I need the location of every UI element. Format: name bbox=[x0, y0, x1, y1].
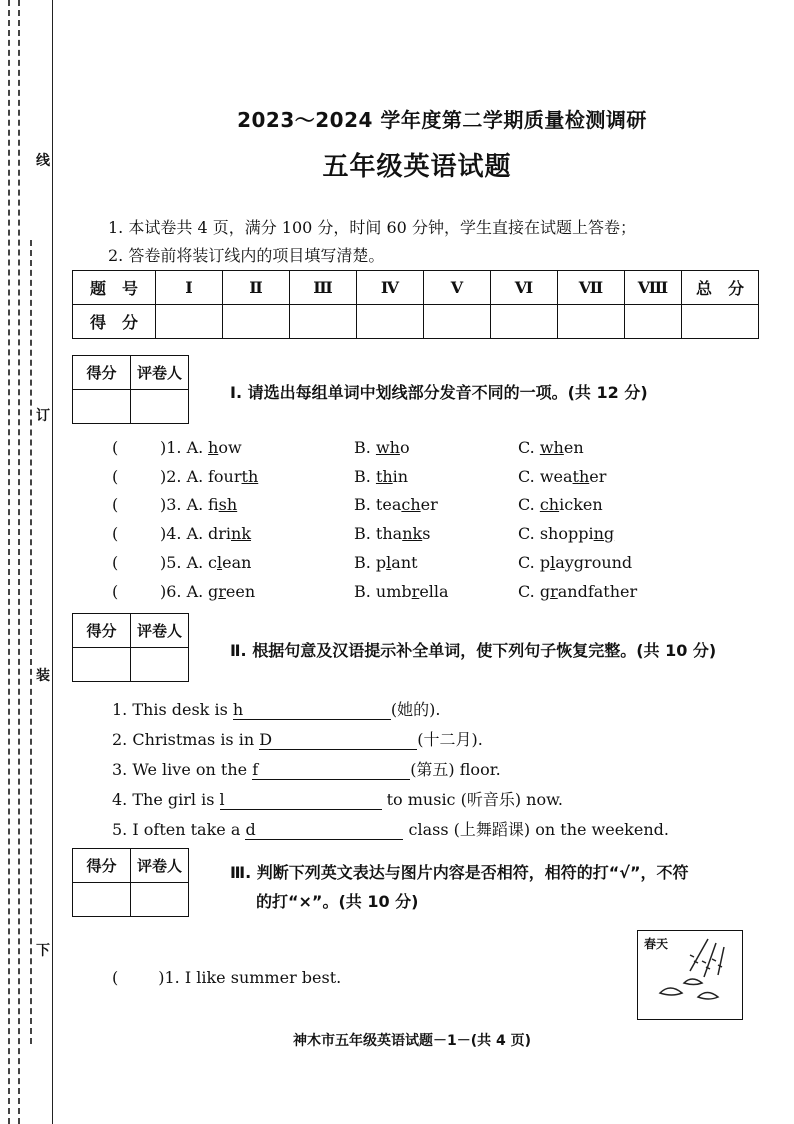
word-part: icken bbox=[559, 495, 603, 514]
binding-char-xia: 下 bbox=[36, 943, 50, 959]
score-col-6: Ⅵ bbox=[491, 271, 558, 305]
grader-name-label: 评卷人 bbox=[131, 356, 189, 390]
fill-item-3 bbox=[112, 757, 501, 780]
exam-subtitle: 五年级英语试题 bbox=[322, 152, 512, 182]
fill-item-hint: (第五) floor. bbox=[410, 760, 501, 779]
answer-paren-open[interactable]: ( bbox=[112, 553, 119, 572]
judge-item-text: )1. I like summer best. bbox=[158, 968, 342, 987]
underlined-part: wh bbox=[539, 438, 564, 457]
instruction-2: 2. 答卷前将装订线内的项目填写清楚。 bbox=[108, 246, 385, 265]
underlined-part: l bbox=[386, 553, 392, 572]
option-c bbox=[518, 582, 637, 601]
grader-name-label: 评卷人 bbox=[131, 614, 189, 648]
picture-label: 春天 bbox=[644, 937, 669, 951]
word-part: g bbox=[208, 582, 219, 601]
fill-item-hint: (十二月). bbox=[417, 730, 483, 749]
answer-paren-open[interactable]: ( bbox=[112, 968, 119, 987]
option-b bbox=[354, 495, 438, 514]
underlined-part: r bbox=[218, 582, 226, 601]
underlined-part: r bbox=[411, 582, 420, 601]
fill-hint-letter: h bbox=[232, 700, 244, 719]
fill-blank[interactable] bbox=[233, 700, 391, 720]
underlined-part: l bbox=[550, 553, 556, 572]
score-cell-total[interactable] bbox=[682, 305, 759, 339]
binding-dashed-line-inner bbox=[30, 240, 32, 1044]
underlined-part: h bbox=[208, 438, 219, 457]
fill-item-hint: to music (听音乐) now. bbox=[381, 790, 563, 809]
binding-char-zhuang: 装 bbox=[36, 668, 50, 684]
fill-hint-letter: d bbox=[245, 820, 256, 839]
answer-paren-open[interactable]: ( bbox=[112, 495, 119, 514]
fill-item-hint: class (上舞蹈课) on the weekend. bbox=[403, 820, 669, 839]
binding-char-xian: 线 bbox=[36, 153, 50, 169]
grader-name-cell[interactable] bbox=[131, 648, 189, 682]
option-a bbox=[208, 553, 251, 572]
underlined-part: ch bbox=[539, 495, 560, 514]
grader-name-cell[interactable] bbox=[131, 883, 189, 917]
fill-item-text: 3. We live on the bbox=[112, 760, 253, 779]
underlined-part: th bbox=[375, 467, 393, 486]
option-a bbox=[208, 467, 258, 486]
word-part: C. bbox=[518, 495, 540, 514]
underlined-part: ng bbox=[593, 524, 615, 543]
word-part: B. bbox=[354, 467, 376, 486]
score-cell[interactable] bbox=[290, 305, 357, 339]
option-a bbox=[208, 438, 242, 457]
grader-name-label: 评卷人 bbox=[131, 849, 189, 883]
fill-blank[interactable] bbox=[252, 760, 410, 780]
option-a bbox=[208, 524, 251, 543]
word-part: een bbox=[225, 582, 256, 601]
answer-paren-open[interactable]: ( bbox=[112, 582, 119, 601]
score-cell[interactable] bbox=[223, 305, 290, 339]
answer-paren-open[interactable]: ( bbox=[112, 467, 119, 486]
grader-score-label: 得分 bbox=[73, 849, 131, 883]
fill-item-hint: (她的). bbox=[390, 700, 441, 719]
section-2-title: Ⅱ. 根据句意及汉语提示补全单词，使下列句子恢复完整。(共 10 分) bbox=[230, 641, 717, 660]
score-cell[interactable] bbox=[424, 305, 491, 339]
phonics-item-number: )4. A. bbox=[160, 524, 204, 543]
fill-item-1 bbox=[112, 697, 440, 720]
word-part: in bbox=[392, 467, 409, 486]
word-part: o bbox=[399, 438, 410, 457]
score-cell[interactable] bbox=[491, 305, 558, 339]
underlined-part: ch bbox=[401, 495, 421, 514]
underlined-part: l bbox=[216, 553, 223, 572]
fill-item-text: 5. I often take a bbox=[112, 820, 246, 839]
score-table-row-label: 题 号 bbox=[73, 271, 156, 305]
answer-paren-open[interactable]: ( bbox=[112, 438, 119, 457]
word-part: en bbox=[563, 438, 584, 457]
word-part: s bbox=[422, 524, 431, 543]
word-part: B. p bbox=[354, 553, 387, 572]
underlined-part: th bbox=[572, 467, 590, 486]
word-part: B. tha bbox=[354, 524, 403, 543]
fill-item-2 bbox=[112, 727, 483, 750]
option-b bbox=[354, 582, 449, 601]
grader-score-label: 得分 bbox=[73, 614, 131, 648]
swallow-willow-icon bbox=[638, 931, 742, 1019]
word-part: andfather bbox=[557, 582, 638, 601]
score-table-row2-label: 得 分 bbox=[73, 305, 156, 339]
option-c bbox=[518, 524, 614, 543]
score-cell[interactable] bbox=[357, 305, 424, 339]
score-table bbox=[72, 270, 759, 339]
grader-box-3 bbox=[72, 848, 189, 917]
option-b bbox=[354, 438, 410, 457]
option-b bbox=[354, 524, 430, 543]
score-cell[interactable] bbox=[625, 305, 682, 339]
fill-item-4 bbox=[112, 787, 563, 810]
score-col-total: 总 分 bbox=[682, 271, 759, 305]
word-part: er bbox=[420, 495, 438, 514]
fill-item-text: 4. The girl is bbox=[112, 790, 220, 809]
grader-box-2 bbox=[72, 613, 189, 682]
grader-box-1 bbox=[72, 355, 189, 424]
phonics-item-number: )1. A. bbox=[160, 438, 204, 457]
underlined-part: wh bbox=[375, 438, 400, 457]
word-part: C. bbox=[518, 438, 540, 457]
option-b bbox=[354, 467, 408, 486]
fill-blank[interactable] bbox=[259, 730, 417, 750]
word-part: ean bbox=[222, 553, 252, 572]
word-part: ow bbox=[218, 438, 242, 457]
grader-score-cell[interactable] bbox=[73, 883, 131, 917]
score-cell[interactable] bbox=[156, 305, 223, 339]
score-col-4: Ⅳ bbox=[357, 271, 424, 305]
fill-hint-letter: l bbox=[219, 790, 225, 809]
phonics-item-number: )6. A. bbox=[160, 582, 204, 601]
score-cell[interactable] bbox=[558, 305, 625, 339]
word-part: ayground bbox=[555, 553, 633, 572]
phonics-item-number: )3. A. bbox=[160, 495, 204, 514]
score-col-1: Ⅰ bbox=[156, 271, 223, 305]
word-part: C. g bbox=[518, 582, 551, 601]
score-col-5: Ⅴ bbox=[424, 271, 491, 305]
word-part: B. bbox=[354, 438, 376, 457]
word-part: B. umb bbox=[354, 582, 412, 601]
word-part: ella bbox=[419, 582, 449, 601]
word-part: B. tea bbox=[354, 495, 402, 514]
fill-blank[interactable] bbox=[245, 820, 403, 840]
word-part: four bbox=[208, 467, 242, 486]
fill-hint-letter: f bbox=[252, 760, 259, 779]
grader-score-label: 得分 bbox=[73, 356, 131, 390]
underlined-part: sh bbox=[218, 495, 238, 514]
binding-char-ding: 订 bbox=[36, 408, 50, 424]
fill-blank[interactable] bbox=[220, 790, 382, 810]
page-footer: 神木市五年级英语试题－1－(共 4 页) bbox=[292, 1033, 532, 1049]
exam-title: 2023～2024 学年度第二学期质量检测调研 bbox=[237, 108, 647, 132]
fill-item-text: 2. Christmas is in bbox=[112, 730, 260, 749]
score-col-3: Ⅲ bbox=[290, 271, 357, 305]
option-a bbox=[208, 495, 237, 514]
underlined-part: th bbox=[241, 467, 259, 486]
answer-paren-open[interactable]: ( bbox=[112, 524, 119, 543]
section-3-title-line2: 的打“×”。(共 10 分) bbox=[256, 892, 419, 911]
option-c bbox=[518, 438, 584, 457]
phonics-item-number: )2. A. bbox=[160, 467, 204, 486]
word-part: dri bbox=[208, 524, 232, 543]
section-3-title-line1: Ⅲ. 判断下列英文表达与图片内容是否相符，相符的打“√”，不符 bbox=[230, 863, 689, 882]
word-part: C. shoppi bbox=[518, 524, 594, 543]
fill-item-5 bbox=[112, 817, 669, 840]
option-b bbox=[354, 553, 418, 572]
grader-score-cell[interactable] bbox=[73, 648, 131, 682]
fill-hint-letter: D bbox=[259, 730, 273, 749]
underlined-part: r bbox=[550, 582, 558, 601]
word-part: er bbox=[589, 467, 607, 486]
fill-item-text: 1. This desk is bbox=[112, 700, 233, 719]
instruction-1: 1. 本试卷共 4 页，满分 100 分，时间 60 分钟，学生直接在试题上答卷； bbox=[108, 218, 636, 237]
word-part: ant bbox=[391, 553, 418, 572]
judge-item-1 bbox=[112, 968, 341, 987]
underlined-part: nk bbox=[402, 524, 423, 543]
grader-name-cell[interactable] bbox=[131, 390, 189, 424]
section-1-title: Ⅰ. 请选出每组单词中划线部分发音不同的一项。(共 12 分) bbox=[230, 383, 648, 402]
score-col-8: Ⅷ bbox=[625, 271, 682, 305]
word-part: C. wea bbox=[518, 467, 573, 486]
option-a bbox=[208, 582, 255, 601]
score-col-7: Ⅶ bbox=[558, 271, 625, 305]
word-part: fi bbox=[208, 495, 219, 514]
spring-picture bbox=[637, 930, 743, 1020]
phonics-item-number: )5. A. bbox=[160, 553, 204, 572]
grader-score-cell[interactable] bbox=[73, 390, 131, 424]
word-part: C. p bbox=[518, 553, 551, 572]
underlined-part: nk bbox=[231, 524, 252, 543]
option-c bbox=[518, 495, 603, 514]
option-c bbox=[518, 553, 632, 572]
word-part: c bbox=[208, 553, 217, 572]
score-col-2: Ⅱ bbox=[223, 271, 290, 305]
option-c bbox=[518, 467, 606, 486]
